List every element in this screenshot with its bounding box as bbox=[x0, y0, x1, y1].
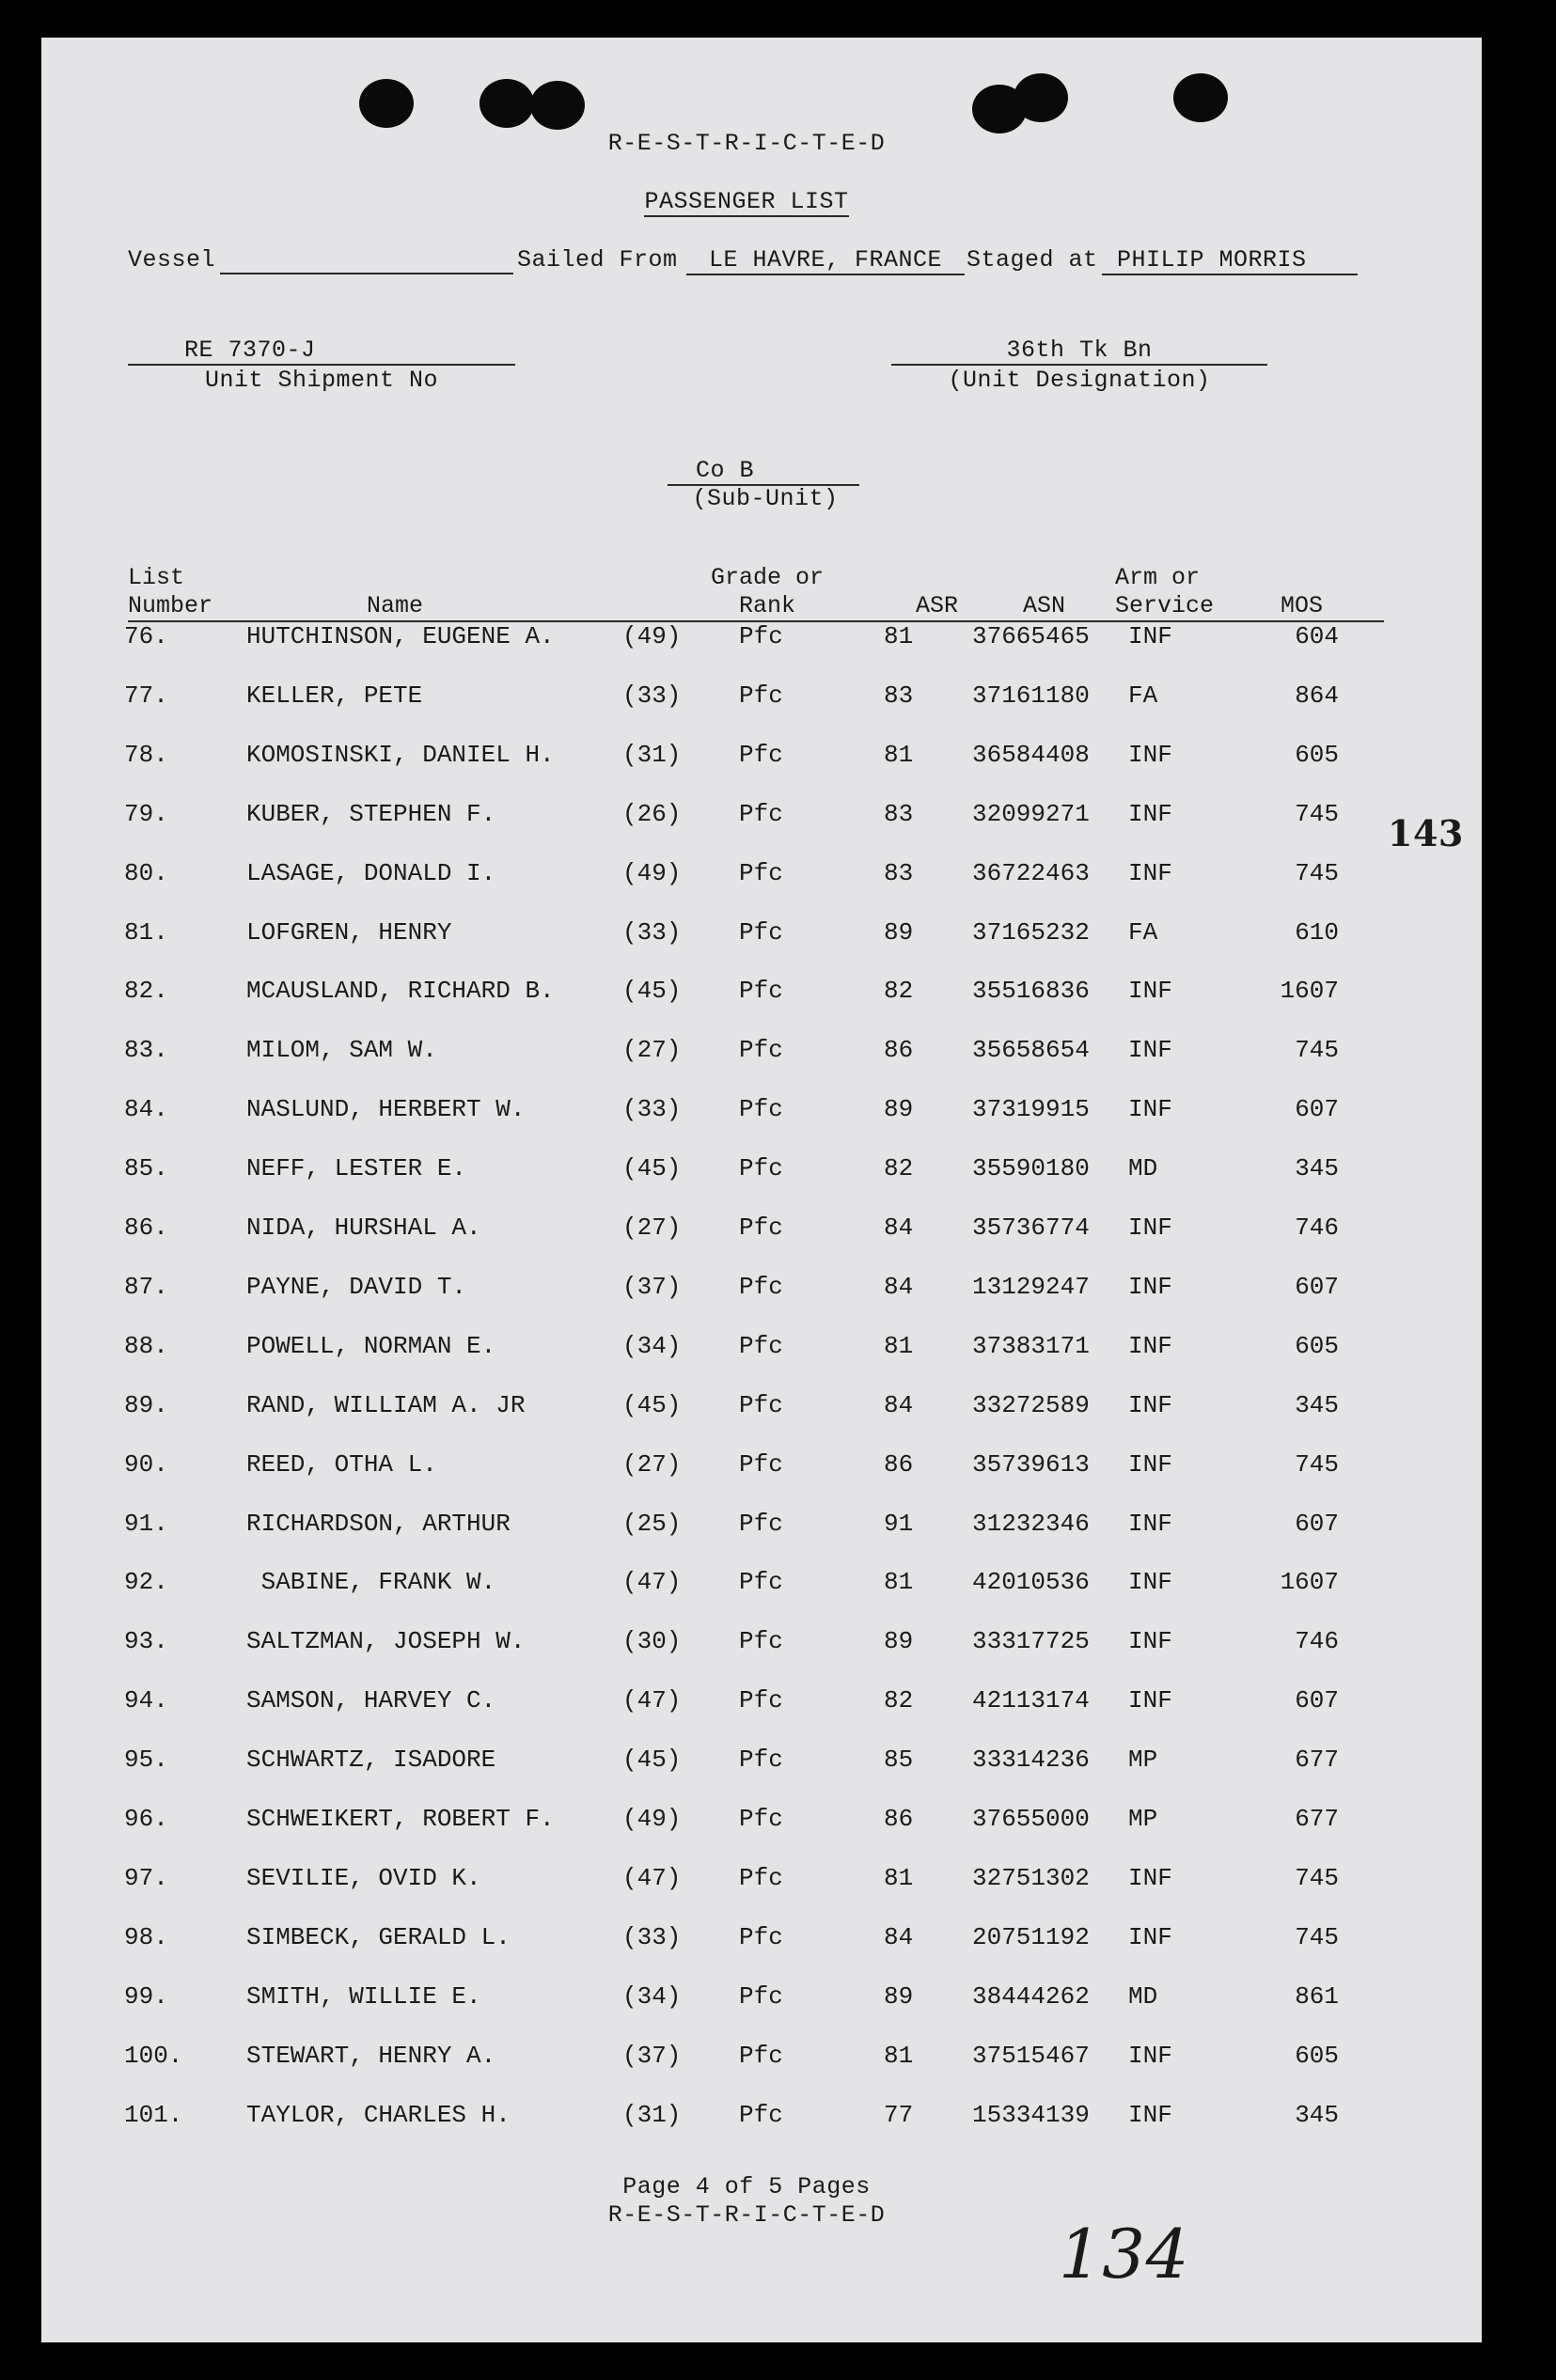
cell-arm: FA bbox=[1128, 917, 1158, 947]
cell-num: 98. bbox=[124, 1922, 168, 1951]
cell-grade: Pfc bbox=[739, 1981, 783, 2011]
cell-num: 93. bbox=[124, 1627, 168, 1656]
cell-mos: 745 bbox=[1295, 858, 1339, 887]
cell-age: (37) bbox=[622, 1272, 682, 1301]
table-row bbox=[41, 622, 1482, 660]
cell-mos: 745 bbox=[1295, 1922, 1339, 1951]
cell-arm: MD bbox=[1128, 1154, 1158, 1183]
cell-arm: INF bbox=[1128, 1331, 1172, 1360]
cell-age: (49) bbox=[622, 1805, 682, 1833]
cell-grade: Pfc bbox=[739, 1331, 783, 1360]
cell-num: 89. bbox=[124, 1390, 168, 1419]
cell-grade: Pfc bbox=[739, 1746, 783, 1775]
cell-age: (45) bbox=[622, 1390, 682, 1419]
cell-age: (45) bbox=[622, 977, 682, 1006]
table-row bbox=[41, 1568, 1482, 1605]
cell-grade: Pfc bbox=[739, 858, 783, 887]
cell-asn: 32099271 bbox=[972, 799, 1090, 828]
cell-name: NIDA, HURSHAL A. bbox=[246, 1213, 481, 1242]
cell-asr: 85 bbox=[884, 1746, 914, 1775]
cell-name: KELLER, PETE bbox=[246, 681, 423, 710]
cell-grade: Pfc bbox=[739, 622, 783, 650]
cell-asn: 37319915 bbox=[972, 1095, 1090, 1124]
cell-arm: INF bbox=[1128, 1390, 1172, 1419]
cell-arm: INF bbox=[1128, 1449, 1172, 1479]
cell-age: (45) bbox=[622, 1154, 682, 1183]
cell-asr: 81 bbox=[884, 740, 914, 769]
cell-num: 77. bbox=[124, 681, 168, 710]
handwritten-number: 134 bbox=[1059, 2215, 1189, 2294]
col-asn: ASN bbox=[1023, 592, 1066, 619]
cell-grade: Pfc bbox=[739, 799, 783, 828]
cell-age: (27) bbox=[622, 1449, 682, 1479]
cell-asr: 81 bbox=[884, 622, 914, 650]
cell-name: MILOM, SAM W. bbox=[246, 1036, 437, 1065]
cell-arm: INF bbox=[1128, 2041, 1172, 2070]
col-list-number-2: Number bbox=[128, 592, 213, 619]
cell-asr: 83 bbox=[884, 799, 914, 828]
cell-age: (33) bbox=[622, 1922, 682, 1951]
cell-asr: 89 bbox=[884, 1095, 914, 1124]
cell-name: KUBER, STEPHEN F. bbox=[246, 799, 496, 828]
cell-name: LOFGREN, HENRY bbox=[246, 917, 452, 947]
cell-age: (27) bbox=[622, 1036, 682, 1065]
cell-arm: INF bbox=[1128, 1509, 1172, 1538]
cell-name: KOMOSINSKI, DANIEL H. bbox=[246, 740, 555, 769]
cell-arm: INF bbox=[1128, 799, 1172, 828]
cell-age: (31) bbox=[622, 2100, 682, 2129]
cell-age: (33) bbox=[622, 1095, 682, 1124]
cell-num: 84. bbox=[124, 1095, 168, 1124]
cell-num: 96. bbox=[124, 1805, 168, 1833]
cell-asr: 86 bbox=[884, 1449, 914, 1479]
cell-mos: 677 bbox=[1295, 1746, 1339, 1775]
cell-name: SALTZMAN, JOSEPH W. bbox=[246, 1627, 526, 1656]
cell-name: SCHWEIKERT, ROBERT F. bbox=[246, 1805, 555, 1833]
cell-mos: 745 bbox=[1295, 799, 1339, 828]
cell-num: 80. bbox=[124, 858, 168, 887]
cell-asr: 84 bbox=[884, 1390, 914, 1419]
punch-hole bbox=[530, 81, 585, 130]
cell-mos: 605 bbox=[1295, 740, 1339, 769]
cell-asr: 81 bbox=[884, 2041, 914, 2070]
table-row bbox=[41, 1391, 1482, 1429]
classification-bottom: R-E-S-T-R-I-C-T-E-D bbox=[607, 2201, 886, 2229]
cell-mos: 1607 bbox=[1280, 977, 1339, 1006]
cell-age: (37) bbox=[622, 2041, 682, 2070]
staged-at-value: PHILIP MORRIS bbox=[1102, 246, 1358, 275]
cell-asr: 83 bbox=[884, 858, 914, 887]
cell-name: SEVILIE, OVID K. bbox=[246, 1863, 481, 1892]
cell-grade: Pfc bbox=[739, 1568, 783, 1597]
cell-asn: 20751192 bbox=[972, 1922, 1090, 1951]
cell-asn: 35590180 bbox=[972, 1154, 1090, 1183]
table-row bbox=[41, 1686, 1482, 1724]
cell-arm: INF bbox=[1128, 622, 1172, 650]
page-number: Page 4 of 5 Pages bbox=[622, 2173, 871, 2200]
cell-grade: Pfc bbox=[739, 1509, 783, 1538]
cell-num: 82. bbox=[124, 977, 168, 1006]
cell-age: (34) bbox=[622, 1331, 682, 1360]
sailed-from-label: Sailed From bbox=[517, 246, 678, 274]
table-row bbox=[41, 918, 1482, 956]
cell-age: (26) bbox=[622, 799, 682, 828]
unit-designation-value: 36th Tk Bn bbox=[891, 337, 1267, 366]
cell-name: NEFF, LESTER E. bbox=[246, 1154, 467, 1183]
cell-asn: 37383171 bbox=[972, 1331, 1090, 1360]
page-title: PASSENGER LIST bbox=[644, 188, 849, 215]
cell-arm: FA bbox=[1128, 681, 1158, 710]
cell-mos: 345 bbox=[1295, 2100, 1339, 2129]
cell-arm: INF bbox=[1128, 977, 1172, 1006]
cell-grade: Pfc bbox=[739, 1922, 783, 1951]
table-row bbox=[41, 1510, 1482, 1547]
cell-arm: INF bbox=[1128, 1213, 1172, 1242]
table-row bbox=[41, 1095, 1482, 1133]
table-row bbox=[41, 1982, 1482, 2020]
cell-mos: 861 bbox=[1295, 1981, 1339, 2011]
cell-arm: INF bbox=[1128, 1095, 1172, 1124]
cell-mos: 345 bbox=[1295, 1390, 1339, 1419]
punch-hole bbox=[1014, 73, 1068, 122]
cell-asn: 36722463 bbox=[972, 858, 1090, 887]
table-row bbox=[41, 681, 1482, 719]
cell-arm: INF bbox=[1128, 1568, 1172, 1597]
cell-age: (27) bbox=[622, 1213, 682, 1242]
cell-grade: Pfc bbox=[739, 740, 783, 769]
cell-mos: 745 bbox=[1295, 1036, 1339, 1065]
cell-age: (31) bbox=[622, 740, 682, 769]
vessel-label: Vessel bbox=[128, 246, 216, 274]
cell-name: SAMSON, HARVEY C. bbox=[246, 1686, 496, 1715]
cell-grade: Pfc bbox=[739, 1627, 783, 1656]
table-row bbox=[41, 1923, 1482, 1961]
unit-shipment-value: RE 7370-J bbox=[128, 337, 515, 366]
cell-num: 88. bbox=[124, 1331, 168, 1360]
cell-asr: 81 bbox=[884, 1568, 914, 1597]
classification-top: R-E-S-T-R-I-C-T-E-D bbox=[607, 130, 886, 157]
cell-age: (33) bbox=[622, 681, 682, 710]
cell-asr: 84 bbox=[884, 1922, 914, 1951]
cell-mos: 607 bbox=[1295, 1509, 1339, 1538]
cell-grade: Pfc bbox=[739, 917, 783, 947]
cell-asn: 37165232 bbox=[972, 917, 1090, 947]
cell-asn: 33272589 bbox=[972, 1390, 1090, 1419]
cell-num: 87. bbox=[124, 1272, 168, 1301]
staged-at-label: Staged at bbox=[967, 246, 1098, 274]
cell-num: 95. bbox=[124, 1746, 168, 1775]
cell-num: 97. bbox=[124, 1863, 168, 1892]
cell-num: 100. bbox=[124, 2041, 183, 2070]
table-row bbox=[41, 741, 1482, 778]
cell-asr: 89 bbox=[884, 1627, 914, 1656]
table-row bbox=[41, 2101, 1482, 2138]
cell-num: 83. bbox=[124, 1036, 168, 1065]
cell-grade: Pfc bbox=[739, 1095, 783, 1124]
cell-age: (49) bbox=[622, 858, 682, 887]
cell-asn: 36584408 bbox=[972, 740, 1090, 769]
cell-arm: INF bbox=[1128, 1036, 1172, 1065]
cell-arm: MD bbox=[1128, 1981, 1158, 2011]
cell-num: 86. bbox=[124, 1213, 168, 1242]
cell-arm: INF bbox=[1128, 1922, 1172, 1951]
cell-arm: INF bbox=[1128, 740, 1172, 769]
cell-num: 92. bbox=[124, 1568, 168, 1597]
cell-asn: 37655000 bbox=[972, 1805, 1090, 1833]
cell-grade: Pfc bbox=[739, 977, 783, 1006]
cell-name: RICHARDSON, ARTHUR bbox=[246, 1509, 511, 1538]
cell-asn: 42010536 bbox=[972, 1568, 1090, 1597]
cell-name: SCHWARTZ, ISADORE bbox=[246, 1746, 496, 1775]
col-mos: MOS bbox=[1281, 592, 1324, 619]
cell-mos: 746 bbox=[1295, 1213, 1339, 1242]
table-row bbox=[41, 1805, 1482, 1842]
cell-name: LASAGE, DONALD I. bbox=[246, 858, 496, 887]
col-list-number-1: List bbox=[128, 564, 185, 591]
table-row bbox=[41, 1154, 1482, 1192]
cell-arm: INF bbox=[1128, 1863, 1172, 1892]
cell-mos: 746 bbox=[1295, 1627, 1339, 1656]
cell-asn: 38444262 bbox=[972, 1981, 1090, 2011]
cell-arm: MP bbox=[1128, 1746, 1158, 1775]
cell-mos: 604 bbox=[1295, 622, 1339, 650]
cell-name: SIMBECK, GERALD L. bbox=[246, 1922, 511, 1951]
col-asr: ASR bbox=[916, 592, 959, 619]
unit-designation-label: (Unit Designation) bbox=[948, 367, 1211, 394]
cell-asr: 84 bbox=[884, 1272, 914, 1301]
table-row bbox=[41, 1864, 1482, 1902]
table-row bbox=[41, 1450, 1482, 1488]
cell-mos: 745 bbox=[1295, 1449, 1339, 1479]
cell-mos: 745 bbox=[1295, 1863, 1339, 1892]
sailed-from-value: LE HAVRE, FRANCE bbox=[686, 246, 965, 275]
cell-arm: MP bbox=[1128, 1805, 1158, 1833]
cell-asr: 81 bbox=[884, 1331, 914, 1360]
cell-mos: 345 bbox=[1295, 1154, 1339, 1183]
cell-asr: 81 bbox=[884, 1863, 914, 1892]
cell-name: STEWART, HENRY A. bbox=[246, 2041, 496, 2070]
cell-asn: 35516836 bbox=[972, 977, 1090, 1006]
cell-mos: 677 bbox=[1295, 1805, 1339, 1833]
table-row bbox=[41, 2042, 1482, 2079]
cell-grade: Pfc bbox=[739, 1449, 783, 1479]
cell-mos: 864 bbox=[1295, 681, 1339, 710]
cell-arm: INF bbox=[1128, 858, 1172, 887]
document-page bbox=[41, 38, 1482, 2342]
cell-name: MCAUSLAND, RICHARD B. bbox=[246, 977, 555, 1006]
cell-name: POWELL, NORMAN E. bbox=[246, 1331, 496, 1360]
cell-asr: 82 bbox=[884, 1686, 914, 1715]
cell-asn: 31232346 bbox=[972, 1509, 1090, 1538]
table-row bbox=[41, 977, 1482, 1014]
cell-name: NASLUND, HERBERT W. bbox=[246, 1095, 526, 1124]
cell-grade: Pfc bbox=[739, 2100, 783, 2129]
cell-asn: 33314236 bbox=[972, 1746, 1090, 1775]
cell-asr: 77 bbox=[884, 2100, 914, 2129]
cell-num: 99. bbox=[124, 1981, 168, 2011]
cell-num: 85. bbox=[124, 1154, 168, 1183]
punch-hole bbox=[479, 79, 534, 128]
cell-age: (30) bbox=[622, 1627, 682, 1656]
cell-mos: 1607 bbox=[1280, 1568, 1339, 1597]
cell-name: RAND, WILLIAM A. JR bbox=[246, 1390, 526, 1419]
cell-age: (47) bbox=[622, 1568, 682, 1597]
cell-asn: 13129247 bbox=[972, 1272, 1090, 1301]
cell-asn: 33317725 bbox=[972, 1627, 1090, 1656]
table-row bbox=[41, 1213, 1482, 1251]
cell-grade: Pfc bbox=[739, 1686, 783, 1715]
cell-name: SMITH, WILLIE E. bbox=[246, 1981, 481, 2011]
cell-num: 90. bbox=[124, 1449, 168, 1479]
cell-asr: 89 bbox=[884, 917, 914, 947]
cell-grade: Pfc bbox=[739, 2041, 783, 2070]
cell-asr: 86 bbox=[884, 1805, 914, 1833]
cell-age: (49) bbox=[622, 622, 682, 650]
cell-asn: 35658654 bbox=[972, 1036, 1090, 1065]
cell-name: SABINE, FRANK W. bbox=[246, 1568, 496, 1597]
cell-num: 91. bbox=[124, 1509, 168, 1538]
cell-asn: 37665465 bbox=[972, 622, 1090, 650]
col-arm-2: Service bbox=[1115, 592, 1215, 619]
table-row bbox=[41, 1746, 1482, 1783]
cell-num: 81. bbox=[124, 917, 168, 947]
cell-name: HUTCHINSON, EUGENE A. bbox=[246, 622, 555, 650]
cell-grade: Pfc bbox=[739, 1154, 783, 1183]
cell-grade: Pfc bbox=[739, 681, 783, 710]
cell-asr: 82 bbox=[884, 1154, 914, 1183]
table-row bbox=[41, 1273, 1482, 1310]
cell-arm: INF bbox=[1128, 1272, 1172, 1301]
table-row bbox=[41, 1332, 1482, 1370]
cell-mos: 607 bbox=[1295, 1095, 1339, 1124]
cell-arm: INF bbox=[1128, 1627, 1172, 1656]
cell-num: 94. bbox=[124, 1686, 168, 1715]
sub-unit-value: Co B bbox=[668, 457, 859, 486]
cell-grade: Pfc bbox=[739, 1390, 783, 1419]
table-row bbox=[41, 800, 1482, 838]
cell-asn: 35736774 bbox=[972, 1213, 1090, 1242]
cell-asr: 83 bbox=[884, 681, 914, 710]
cell-grade: Pfc bbox=[739, 1805, 783, 1833]
cell-mos: 607 bbox=[1295, 1272, 1339, 1301]
punch-hole bbox=[359, 79, 414, 128]
cell-asr: 84 bbox=[884, 1213, 914, 1242]
col-grade-1: Grade or bbox=[711, 564, 825, 591]
cell-mos: 605 bbox=[1295, 2041, 1339, 2070]
cell-asr: 82 bbox=[884, 977, 914, 1006]
cell-num: 79. bbox=[124, 799, 168, 828]
cell-arm: INF bbox=[1128, 1686, 1172, 1715]
cell-num: 101. bbox=[124, 2100, 183, 2129]
cell-asn: 37161180 bbox=[972, 681, 1090, 710]
cell-num: 76. bbox=[124, 622, 168, 650]
col-name: Name bbox=[367, 592, 424, 619]
cell-age: (34) bbox=[622, 1981, 682, 2011]
cell-age: (47) bbox=[622, 1863, 682, 1892]
stamp-number: 143 bbox=[1388, 812, 1464, 854]
cell-age: (45) bbox=[622, 1746, 682, 1775]
cell-asr: 91 bbox=[884, 1509, 914, 1538]
cell-asn: 37515467 bbox=[972, 2041, 1090, 2070]
cell-asn: 35739613 bbox=[972, 1449, 1090, 1479]
cell-num: 78. bbox=[124, 740, 168, 769]
table-row bbox=[41, 1627, 1482, 1665]
table-row bbox=[41, 859, 1482, 897]
cell-asn: 15334139 bbox=[972, 2100, 1090, 2129]
cell-grade: Pfc bbox=[739, 1272, 783, 1301]
unit-shipment-label: Unit Shipment No bbox=[204, 367, 439, 394]
cell-asr: 89 bbox=[884, 1981, 914, 2011]
cell-name: PAYNE, DAVID T. bbox=[246, 1272, 467, 1301]
col-arm-1: Arm or bbox=[1115, 564, 1201, 591]
cell-grade: Pfc bbox=[739, 1863, 783, 1892]
cell-asn: 32751302 bbox=[972, 1863, 1090, 1892]
cell-mos: 607 bbox=[1295, 1686, 1339, 1715]
cell-asr: 86 bbox=[884, 1036, 914, 1065]
vessel-blank bbox=[220, 273, 513, 274]
cell-name: REED, OTHA L. bbox=[246, 1449, 437, 1479]
cell-name: TAYLOR, CHARLES H. bbox=[246, 2100, 511, 2129]
cell-arm: INF bbox=[1128, 2100, 1172, 2129]
cell-grade: Pfc bbox=[739, 1213, 783, 1242]
cell-grade: Pfc bbox=[739, 1036, 783, 1065]
cell-mos: 610 bbox=[1295, 917, 1339, 947]
punch-hole bbox=[1173, 73, 1228, 122]
cell-mos: 605 bbox=[1295, 1331, 1339, 1360]
sub-unit-label: (Sub-Unit) bbox=[692, 485, 839, 512]
cell-asn: 42113174 bbox=[972, 1686, 1090, 1715]
cell-age: (33) bbox=[622, 917, 682, 947]
cell-age: (47) bbox=[622, 1686, 682, 1715]
cell-age: (25) bbox=[622, 1509, 682, 1538]
col-grade-2: Rank bbox=[739, 592, 796, 619]
table-row bbox=[41, 1036, 1482, 1073]
